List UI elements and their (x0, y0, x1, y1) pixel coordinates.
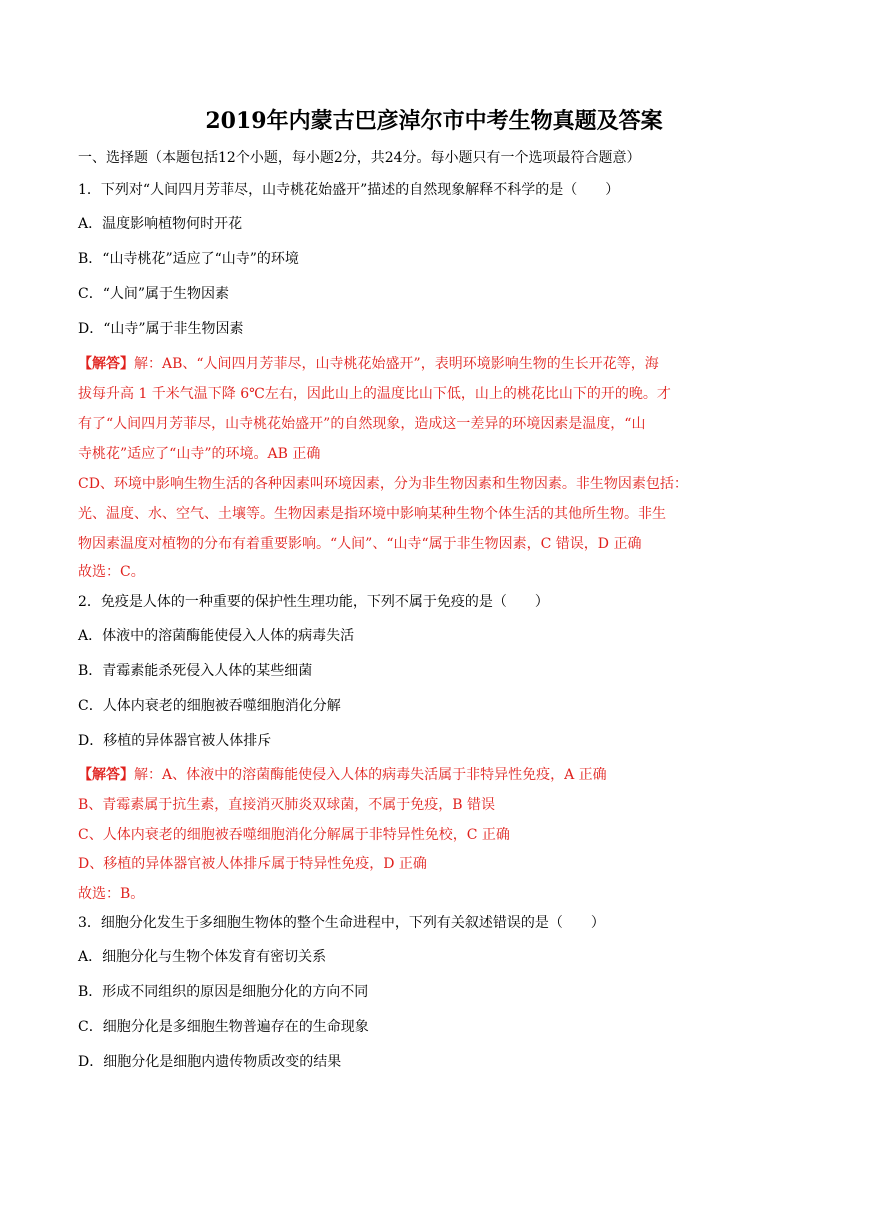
question-1-option-a: A．温度影响植物何时开花 (78, 216, 243, 232)
question-1-answer-line: 有了“人间四月芳菲尽，山寺桃花始盛开”的自然现象，造成这一差异的环境因素是温度，“山 (78, 416, 646, 432)
question-2-answer-line: C、人体内衰老的细胞被吞噬细胞消化分解属于非特异性免校，C 正确 (78, 827, 510, 843)
question-1-answer-line: CD、环境中影响生物生活的各种因素叫环境因素，分为非生物因素和生物因素。非生物因素包括： (78, 476, 688, 492)
section-heading: 一、选择题（本题包括12个小题，每小题2分，共24分。每小题只有一个选项最符合题意） (78, 150, 641, 166)
question-2-answer-line (78, 765, 607, 785)
question-1-answer-line: 拔每升高 1 千米气温下降 6℃左右，因此山上的温度比山下低，山上的桃花比山下的开的晚。才 (78, 386, 671, 402)
question-1-answer-line: 物因素温度对植物的分布有着重要影响。“人间”、“山寺“属于非生物因素，C 错误，D 正确 (78, 536, 642, 552)
question-1-answer-line: 寺桃花”适应了“山寺”的环境。AB 正确 (78, 446, 321, 462)
answer-text: 解：A、体液中的溶菌酶能使侵入人体的病毒失活属于非特异性免疫，A 正确 (134, 767, 607, 783)
question-2-answer-line: 故选：B。 (78, 886, 145, 902)
answer-tag: 【解答】 (78, 767, 134, 783)
question-2-option-b: B．青霉素能杀死侵入人体的某些细菌 (78, 663, 313, 679)
question-3-option-a: A．细胞分化与生物个体发育有密切关系 (78, 949, 327, 965)
question-2-stem: 2．免疫是人体的一种重要的保护性生理功能，下列不属于免疫的是（ ） (78, 594, 549, 610)
question-2-option-a: A．体液中的溶菌酶能使侵入人体的病毒失活 (78, 628, 355, 644)
question-2-option-d: D．移植的异体器官被人体排斥 (78, 733, 272, 749)
question-3-option-c: C．细胞分化是多细胞生物普遍存在的生命现象 (78, 1019, 369, 1035)
question-3-option-d: D．细胞分化是细胞内遗传物质改变的结果 (78, 1054, 342, 1070)
question-1-option-c: C．“人间”属于生物因素 (78, 286, 230, 302)
question-1-option-d: D．“山寺”属于非生物因素 (78, 321, 244, 337)
question-1-answer-line (78, 354, 659, 374)
question-1-option-b: B．“山寺桃花”适应了“山寺”的环境 (78, 251, 299, 267)
question-1-answer-line: 光、温度、水、空气、土壤等。生物因素是指环境中影响某种生物个体生活的其他所生物。非生 (78, 506, 666, 522)
question-2-answer-line: D、移植的异体器官被人体排斥属于特异性免疫，D 正确 (78, 856, 427, 872)
question-3-option-b: B．形成不同组织的原因是细胞分化的方向不同 (78, 984, 369, 1000)
answer-text: 解：AB、“人间四月芳菲尽，山寺桃花始盛开”，表明环境影响生物的生长开花等，海 (134, 356, 659, 372)
answer-tag: 【解答】 (78, 356, 134, 372)
question-2-option-c: C．人体内衰老的细胞被吞噬细胞消化分解 (78, 698, 341, 714)
question-1-stem: 1．下列对“人间四月芳菲尽，山寺桃花始盛开”描述的自然现象解释不科学的是（ ） (78, 182, 620, 198)
question-3-stem: 3．细胞分化发生于多细胞生物体的整个生命进程中，下列有关叙述错误的是（ ） (78, 915, 605, 931)
document-title: 2019年内蒙古巴彦淖尔市中考生物真题及答案 (205, 108, 663, 134)
question-2-answer-line: B、青霉素属于抗生素，直接消灭肺炎双球菌，不属于免疫，B 错误 (78, 797, 496, 813)
question-1-answer-line: 故选：C。 (78, 564, 145, 580)
